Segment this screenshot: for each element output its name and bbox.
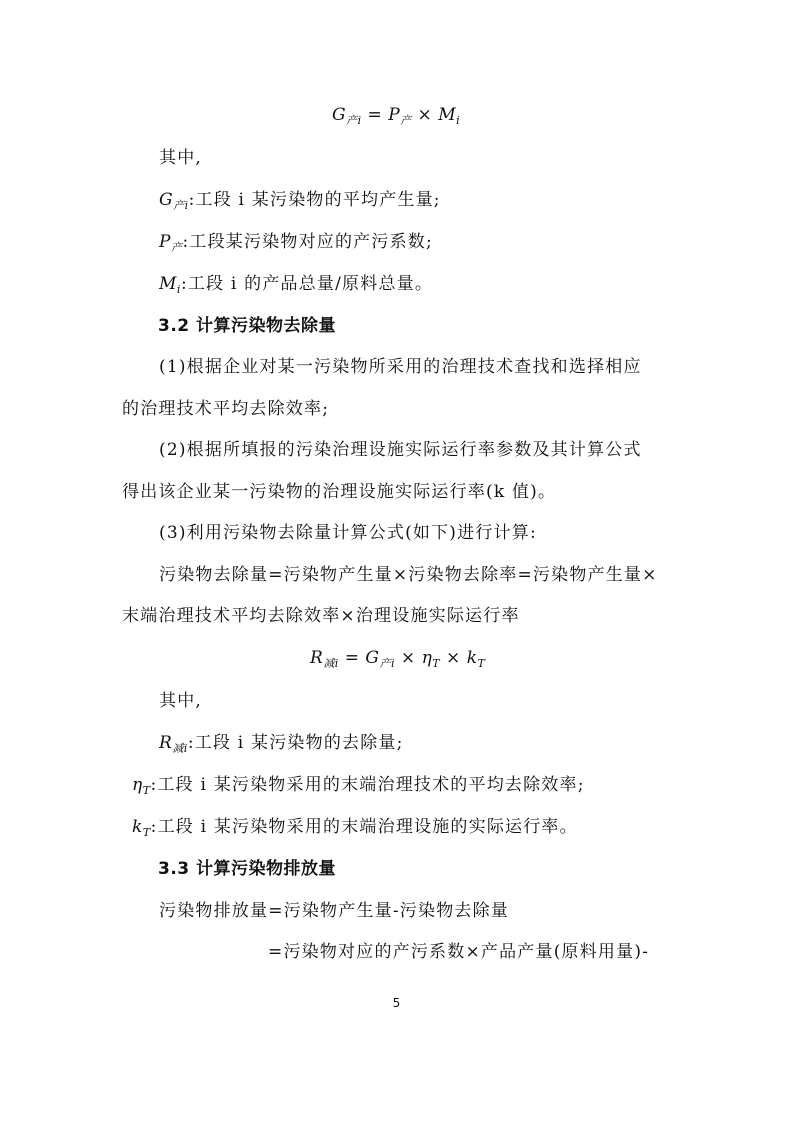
paragraph-2-line-2: 得出该企业某一污染物的治理设施实际运行率(k 值)。 — [122, 482, 557, 502]
section-heading-3-2: 3.2 计算污染物去除量 — [158, 316, 337, 336]
definition-r: $R_{减i}$:工段 i 某污染物的去除量; — [159, 733, 404, 755]
where-label-2: 其中, — [159, 691, 203, 711]
definition-p: $P_产$:工段某污染物对应的产污系数; — [159, 232, 433, 254]
paragraph-4-line-1: 污染物去除量=污染物产生量×污染物去除率=污染物产生量× — [159, 565, 658, 585]
page-number: 5 — [392, 996, 401, 1010]
where-label: 其中, — [159, 148, 203, 168]
paragraph-2-line-1: (2)根据所填报的污染治理设施实际运行率参数及其计算公式 — [159, 440, 642, 460]
formula-removal: $R_{减i} = G_{产i} \times \eta_T \times k_T$ — [310, 648, 486, 670]
definition-eta: $\eta_T$:工段 i 某污染物采用的末端治理技术的平均去除效率; — [132, 775, 585, 797]
definition-m: $M_i$:工段 i 的产品总量/原料总量。 — [159, 274, 434, 296]
paragraph-1-line-1: (1)根据企业对某一污染物所采用的治理技术查找和选择相应 — [159, 357, 642, 377]
paragraph-1-line-2: 的治理技术平均去除效率; — [122, 399, 330, 419]
definition-g: $G_{产i}$:工段 i 某污染物的平均产生量; — [159, 190, 441, 212]
paragraph-5-line-2: =污染物对应的产污系数×产品产量(原料用量)- — [268, 942, 650, 962]
definition-k: $k_T$:工段 i 某污染物采用的末端治理设施的实际运行率。 — [132, 817, 578, 839]
paragraph-4-line-2: 末端治理技术平均去除效率×治理设施实际运行率 — [122, 606, 520, 626]
section-heading-3-3: 3.3 计算污染物排放量 — [158, 859, 337, 879]
paragraph-3: (3)利用污染物去除量计算公式(如下)进行计算: — [159, 523, 537, 543]
formula-generation: $G_{产i} = P_产 \times M_i$ — [332, 105, 461, 127]
paragraph-5-line-1: 污染物排放量=污染物产生量-污染物去除量 — [159, 901, 509, 921]
